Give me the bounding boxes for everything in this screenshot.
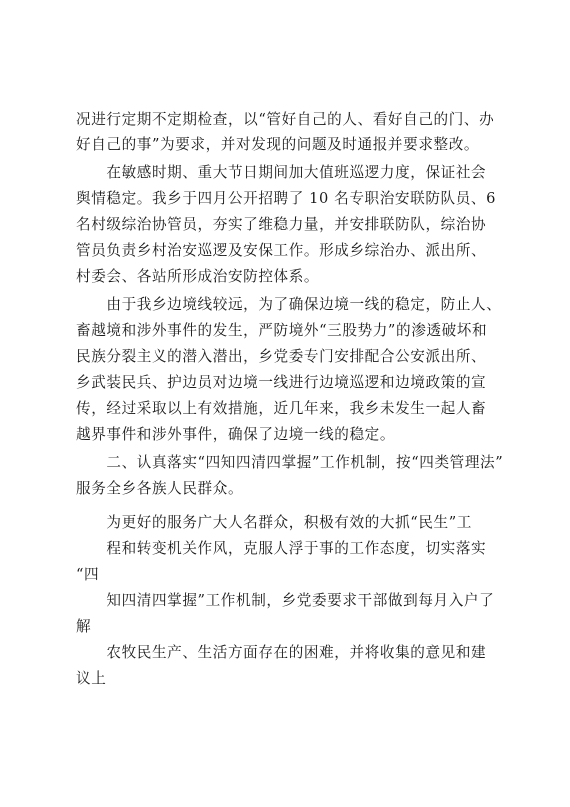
text-line: 名村级综治协管员，夯实了维稳力量，并安排联防队，综治协 [76,216,487,233]
text-line: 畜越境和涉外事件的发生，严防境外“三股势力”的渗透破坏和 [76,322,488,339]
text-line: 好自己的事”为要求，并对发现的问题及时通报并要求整改。 [76,136,480,153]
text-line: 民族分裂主义的潜入潜出，乡党委专门安排配合公安派出所、 [76,348,487,365]
text-line: 传，经过采取以上有效措施，近几年来，我乡未发生一起人畜 [76,400,487,417]
text-line: 管员负责乡村治安巡逻及安保工作。形成乡综治办、派出所、 [76,242,487,259]
text-line: 越界事件和涉外事件，确保了边境一线的稳定。 [76,426,396,443]
text-line: 解 [76,618,92,635]
text-line: 况进行定期不定期检查，以“管好自己的人、看好自己的门、办 [76,111,495,128]
text-line: 为更好的服务广大人名群众，积极有效的大抓“民生”工 [76,514,472,531]
text-line: 议上 [76,670,107,687]
section-heading-line: 二、认真落实“四知四清四掌握”工作机制，按“四类管理法” [76,454,504,471]
text-line: 村委会、各站所形成治安防控体系。 [76,268,320,285]
text-line: 在敏感时期、重大节日期间加大值班巡逻力度，保证社会 [76,164,487,181]
text-line: 知四清四掌握”工作机制，乡党委要求干部做到每月入户了 [76,592,495,609]
text-line: 由于我乡边境线较远，为了确保边境一线的稳定，防止人、 [76,296,502,313]
text-line: 程和转变机关作风，克服人浮于事的工作态度，切实落实 [76,540,487,557]
section-heading-line: 服务全乡各族人民群众。 [76,480,244,497]
text-line: “四 [76,566,100,583]
text-line: 乡武装民兵、护边员对边境一线进行边境巡逻和边境政策的宣 [76,374,487,391]
text-line: 舆情稳定。我乡于四月公开招聘了 10 名专职治安联防队员、6 [76,190,496,207]
text-line: 农牧民生产、生活方面存在的困难，并将收集的意见和建 [76,644,487,661]
